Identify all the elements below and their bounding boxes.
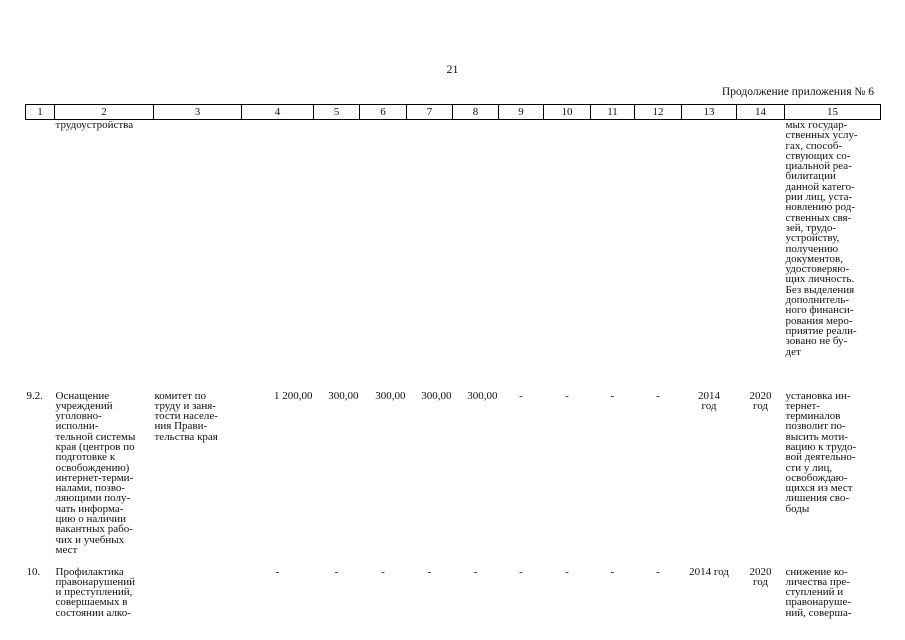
cell-result: снижение ко- личества пре- ступлений и правонаруше- ний, соверша- [785,565,852,619]
cell-value: 300,00 [328,389,359,402]
table-row [26,567,881,618]
cell-value: - [610,389,615,402]
cell-value: - [565,565,569,578]
column-header: 5 [314,105,360,120]
cell-value [591,120,635,391]
cell-executor: комитет по труду и заня- тости населе- ния Прави- тельства края [154,389,218,443]
column-header: 15 [785,105,881,120]
column-header: 7 [407,105,453,120]
cell-activity: трудоустройства [55,119,134,131]
cell-end-year [737,120,785,391]
column-header: 3 [154,105,242,120]
column-header: 9 [499,105,544,120]
table-row [26,391,881,567]
header-row [26,105,881,120]
cell-value: - [565,389,569,402]
column-header: 8 [453,105,499,120]
cell-value [407,120,453,391]
cell-value: - [427,565,432,578]
cell-value: 300,00 [467,389,498,402]
cell-start-year [682,120,737,391]
cell-value: 300,00 [421,389,452,402]
column-header: 10 [544,105,591,120]
cell-start-year: 2014 год [698,389,720,412]
cell-activity: Профилактика правонарушений и преступлений, совершаемых в состоянии алко- [55,565,136,619]
cell-value [544,120,591,391]
cell-num: 9.2. [26,389,43,402]
cell-executor [154,567,242,618]
cell-result: установка ин- тернет- терминалов позволит по- высить моти- вацию к трудо- вой деятельно- сти у лиц, освобождаю- щихся из мест лишения сво- боды [785,389,857,515]
column-header: 2 [55,105,154,120]
column-header: 6 [360,105,407,120]
page-number: 21 [446,62,459,76]
cell-value [242,120,314,391]
cell-value: 1 200,00 [274,389,313,402]
cell-value [453,120,499,391]
continuation-label: Продолжение приложения № 6 [721,86,874,98]
cell-value: 300,00 [375,389,406,402]
column-header: 4 [242,105,314,120]
cell-value: - [519,565,523,578]
cell-num [26,120,55,391]
column-header: 11 [591,105,635,120]
column-header: 14 [737,105,785,120]
cell-value: - [656,565,660,578]
table-row [26,120,881,391]
column-header: 12 [635,105,682,120]
cell-executor [154,120,242,391]
column-header: 13 [682,105,737,120]
cell-value [360,120,407,391]
cell-end-year: 2020 год [749,389,772,412]
cell-value: - [519,389,523,402]
cell-value: - [381,565,385,578]
cell-value: - [334,565,339,578]
cell-value [635,120,682,391]
column-header: 1 [26,105,55,120]
appendix-table [25,104,881,618]
cell-value: - [275,565,280,578]
cell-activity: Оснащение учреждений уголовно- исполни- тельной системы края (центров по подготовке к освобождению) интернет-терми- налами, позво- ляющими полу- чать информа- цию о наличии вакантных рабо- чих и учебных мест [55,389,136,556]
cell-start-year: 2014 год [689,565,729,578]
cell-value [499,120,544,391]
cell-value: - [473,565,478,578]
cell-value [314,120,360,391]
cell-value: - [656,389,660,402]
cell-end-year: 2020 год [749,565,772,588]
cell-result: мых государ- ственных услу- гах, способ- ствующих со- циальной реа- билитации данной катего- рии лиц, уста- новлению род- ственных свя- зей, трудо- устройству, получению документов, удостоверяю- щих личность. Без выделения дополнитель- ного финанси- рования меро- приятие реали- зовано не бу- дет [785,119,858,358]
cell-value: - [610,565,615,578]
cell-num: 10. [26,565,41,578]
